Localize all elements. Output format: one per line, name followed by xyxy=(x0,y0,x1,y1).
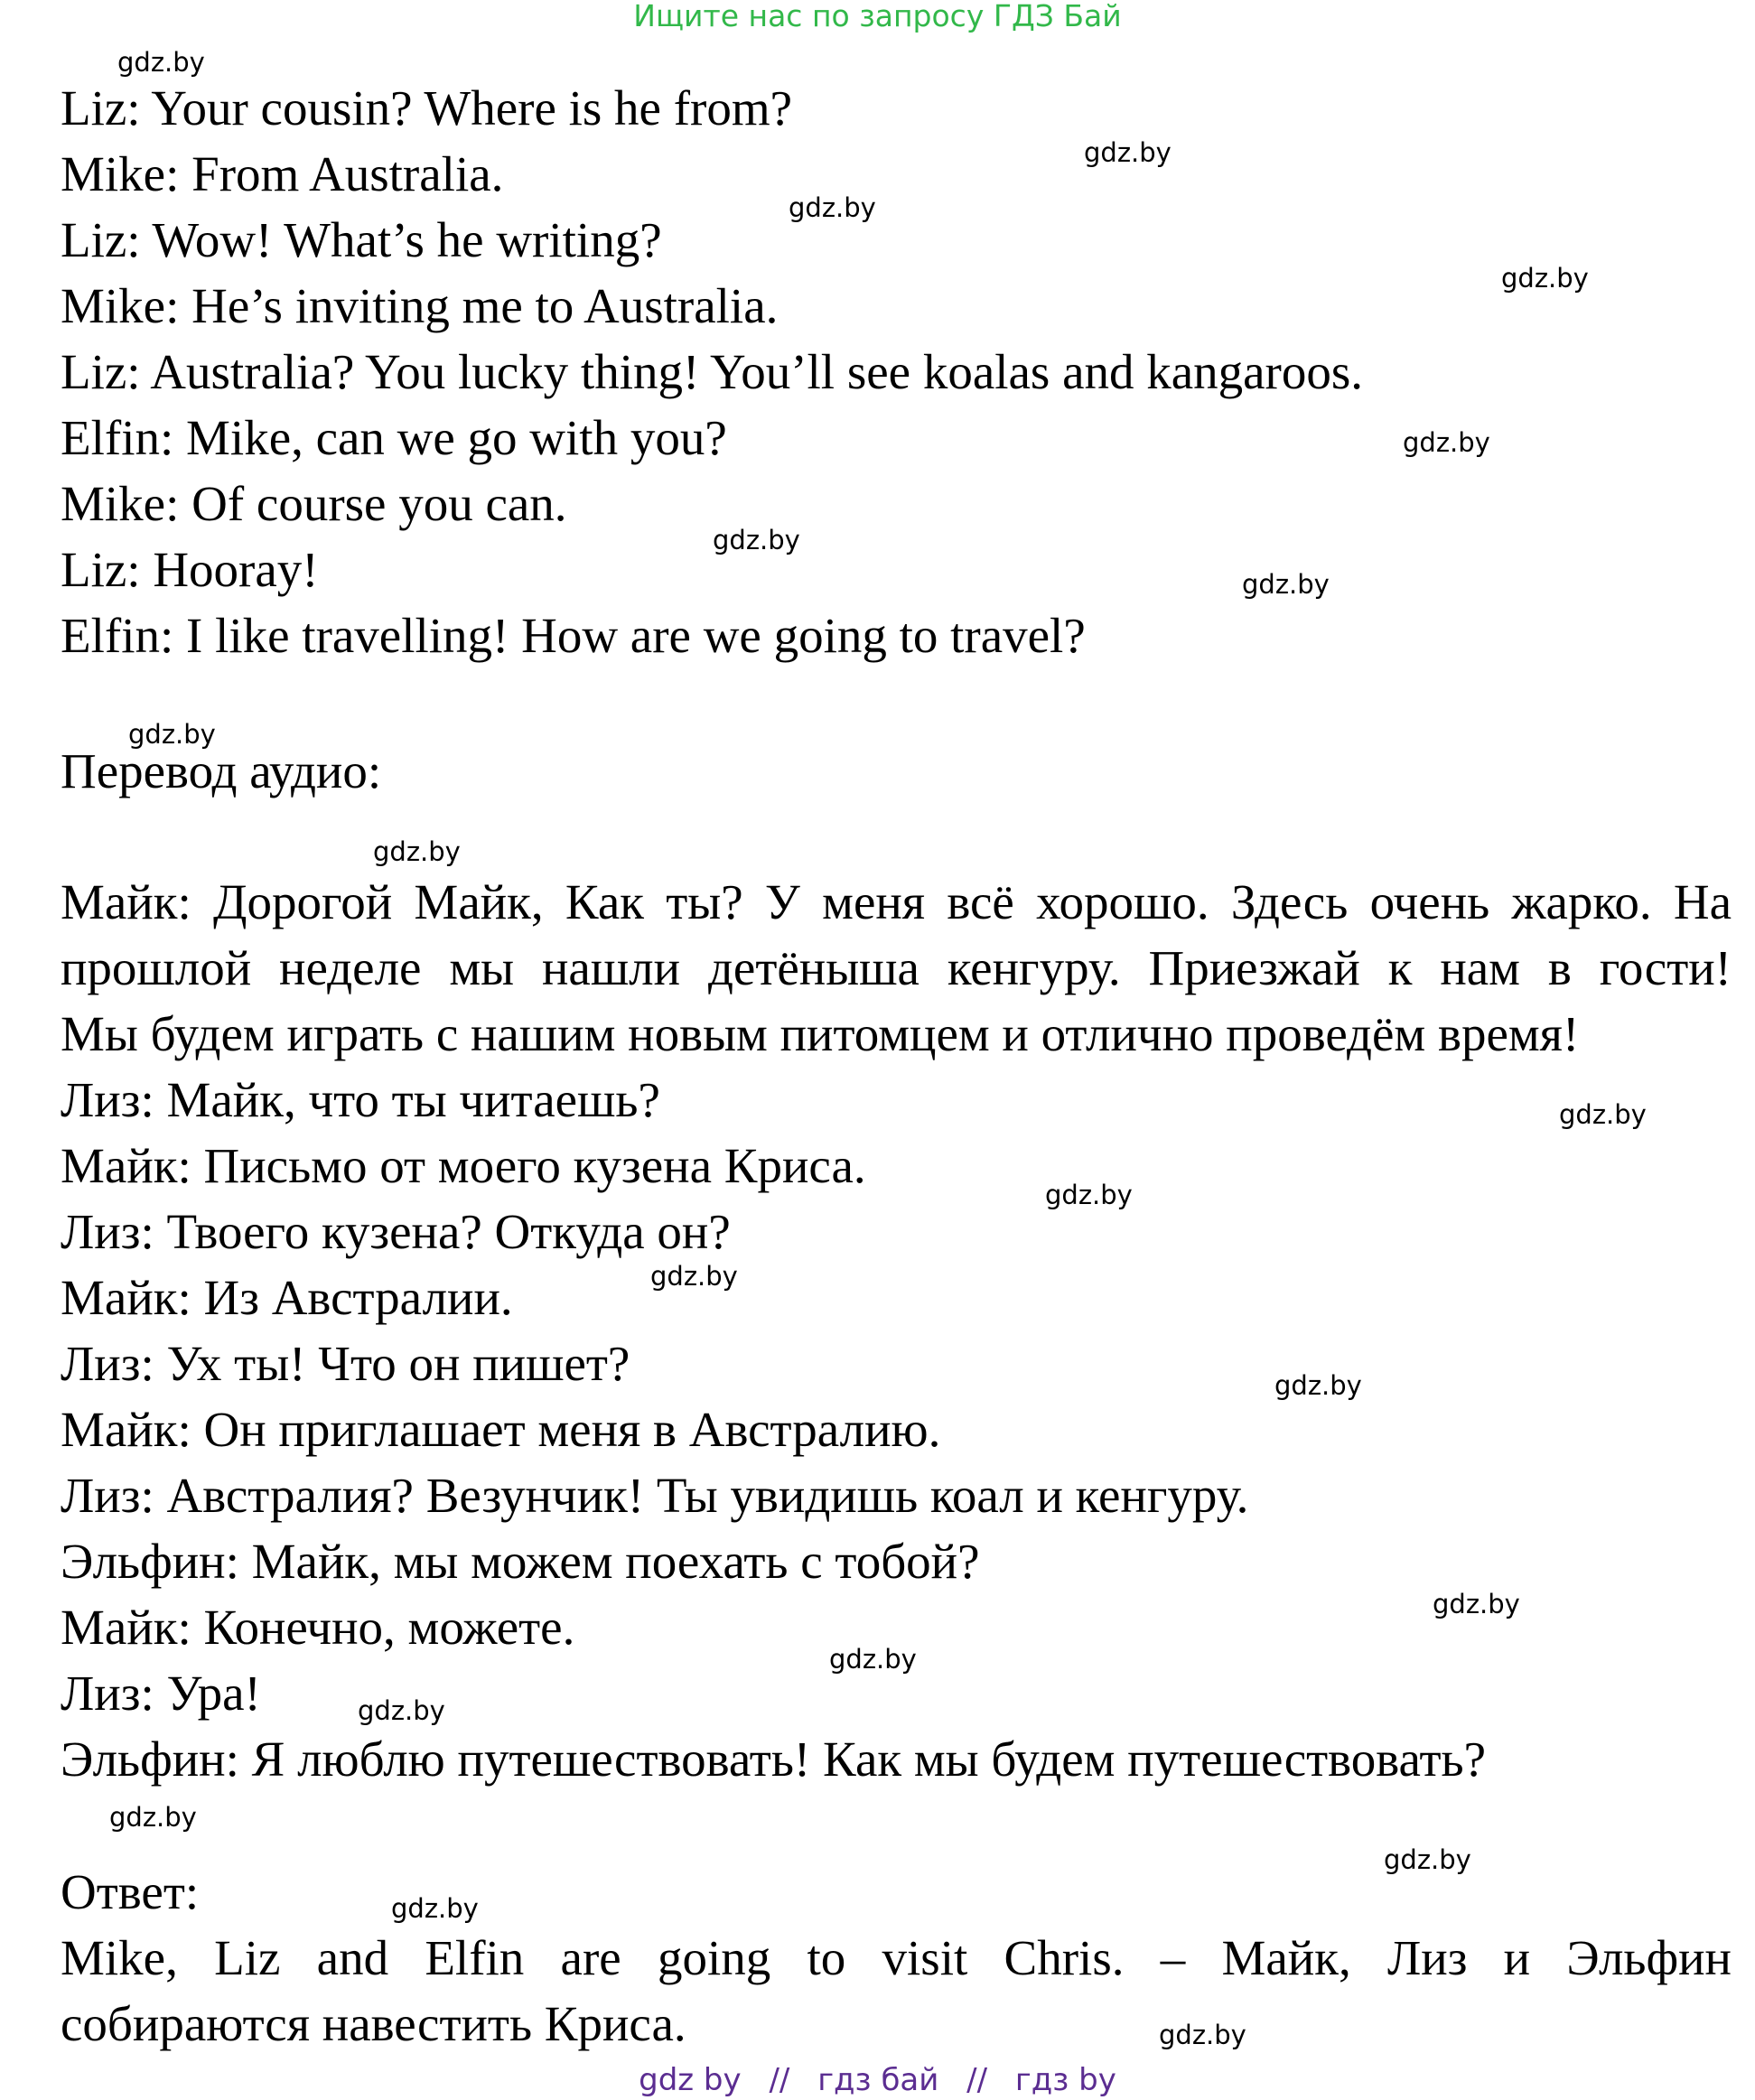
watermark: gdz.by xyxy=(391,1893,479,1924)
translation-line: Лиз: Ух ты! Что он пишет? xyxy=(61,1336,630,1391)
translation-line: Майк: Из Австралии. xyxy=(61,1270,513,1325)
translation-line: Лиз: Ура! xyxy=(61,1666,261,1721)
watermark: gdz.by xyxy=(1045,1180,1133,1210)
answer-heading: Ответ: xyxy=(61,1864,200,1919)
watermark: gdz.by xyxy=(1274,1370,1362,1401)
dialogue-line: Mike: Of course you can. xyxy=(61,476,567,531)
watermark: gdz.by xyxy=(1384,1844,1471,1875)
search-banner: Ищите нас по запросу ГДЗ Бай xyxy=(633,0,1122,33)
dialogue-line: Elfin: Mike, can we go with you? xyxy=(61,410,727,465)
translation-line: Майк: Конечно, можете. xyxy=(61,1600,575,1655)
watermark: gdz.by xyxy=(358,1695,445,1726)
watermark: gdz.by xyxy=(1559,1099,1647,1130)
watermark: gdz.by xyxy=(109,1802,197,1833)
dialogue-line: Liz: Australia? You lucky thing! You’ll see koalas and kangaroos. xyxy=(61,344,1364,399)
translation-line: Лиз: Майк, что ты читаешь? xyxy=(61,1072,660,1127)
answer-line: Mike, Liz and Elfin are going to visit Chris. – Майк, Лиз и Эльфин xyxy=(61,1930,1732,1985)
watermark: gdz.by xyxy=(829,1644,917,1675)
footer-separator: // xyxy=(769,2062,790,2098)
dialogue-line: Mike: He’s inviting me to Australia. xyxy=(61,278,779,333)
translation-line: Майк: Он приглашает меня в Австралию. xyxy=(61,1402,941,1457)
translation-line: Лиз: Австралия? Везунчик! Ты увидишь коал и кенгуру. xyxy=(61,1468,1249,1523)
translation-line: Эльфин: Майк, мы можем поехать с тобой? xyxy=(61,1534,980,1589)
watermark: gdz.by xyxy=(713,525,800,555)
watermark: gdz.by xyxy=(1242,569,1330,600)
dialogue-line: Liz: Your cousin? Where is he from? xyxy=(61,80,793,135)
watermark: gdz.by xyxy=(373,836,461,867)
watermark: gdz.by xyxy=(650,1261,738,1292)
footer-link[interactable]: гдз бай xyxy=(817,2062,939,2098)
watermark: gdz.by xyxy=(1159,2020,1246,2050)
dialogue-line: Liz: Hooray! xyxy=(61,542,319,597)
letter-line: Мы будем играть с нашим новым питомцем и отлично проведём время! xyxy=(61,1006,1580,1061)
watermark: gdz.by xyxy=(789,192,876,223)
dialogue-line: Mike: From Australia. xyxy=(61,146,504,201)
watermark: gdz.by xyxy=(1433,1589,1520,1619)
watermark: gdz.by xyxy=(1501,263,1589,294)
answer-line: собираются навестить Криса. xyxy=(61,1996,686,2051)
letter-line: прошлой неделе мы нашли детёныша кенгуру. Приезжай к нам в гости! xyxy=(61,940,1732,995)
watermark: gdz.by xyxy=(1084,137,1172,168)
footer-link[interactable]: gdz by xyxy=(639,2062,742,2098)
watermark: gdz.by xyxy=(1403,427,1490,458)
watermark: gdz.by xyxy=(128,719,216,750)
translation-line: Эльфин: Я люблю путешествовать! Как мы будем путешествовать? xyxy=(61,1731,1487,1787)
footer-separator: // xyxy=(966,2062,988,2098)
footer xyxy=(0,2064,1755,2096)
letter-line: Майк: Дорогой Майк, Как ты? У меня всё хорошо. Здесь очень жарко. На xyxy=(61,874,1732,929)
translation-line: Майк: Письмо от моего кузена Криса. xyxy=(61,1138,866,1193)
watermark: gdz.by xyxy=(117,47,205,78)
footer-link[interactable]: гдз by xyxy=(1014,2062,1116,2098)
dialogue-line: Liz: Wow! What’s he writing? xyxy=(61,212,662,267)
translation-heading: Перевод аудио: xyxy=(61,743,382,798)
dialogue-line: Elfin: I like travelling! How are we going to travel? xyxy=(61,608,1086,663)
translation-line: Лиз: Твоего кузена? Откуда он? xyxy=(61,1204,731,1259)
